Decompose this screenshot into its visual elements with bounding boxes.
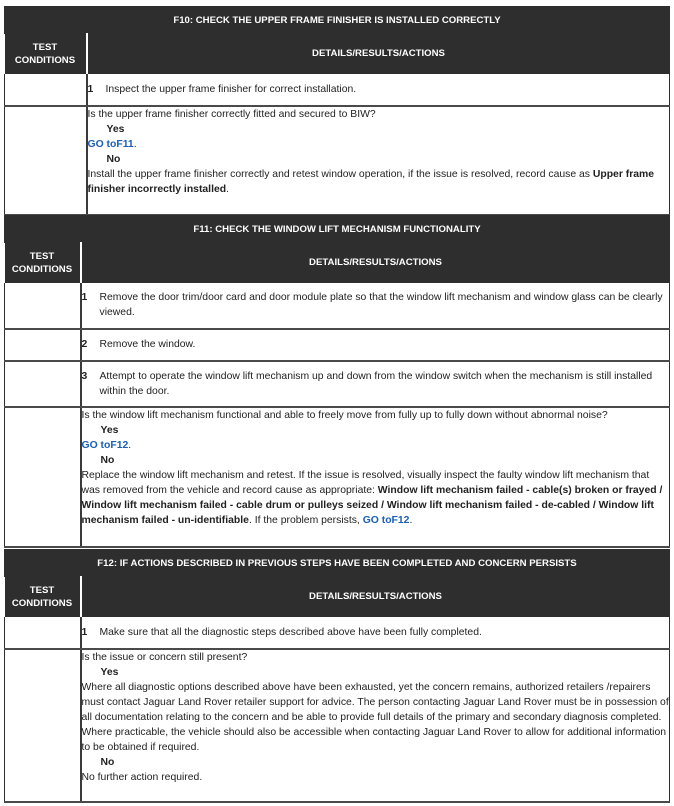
test-conditions-header-line1: TEST bbox=[32, 41, 58, 53]
details-header: DETAILS/RESULTS/ACTIONS bbox=[81, 243, 670, 283]
f11-step-3 bbox=[81, 361, 670, 407]
yes-label: Yes bbox=[106, 123, 125, 135]
yes-label: Yes bbox=[100, 666, 119, 678]
f11-step-2 bbox=[81, 329, 670, 361]
question-text: Is the window lift mechanism functional and able to freely move from fully up to fully down without abnormal noise? bbox=[81, 409, 608, 421]
test-conditions-header-line2: CONDITIONS bbox=[11, 263, 73, 275]
no-label: No bbox=[100, 454, 115, 466]
f12-title: F12: IF ACTIONS DESCRIBED IN PREVIOUS STEPS HAVE BEEN COMPLETED AND CONCERN PERSISTS bbox=[5, 550, 670, 577]
f10-step-1 bbox=[87, 74, 670, 106]
details-header: DETAILS/RESULTS/ACTIONS bbox=[81, 577, 670, 617]
step-text: Make sure that all the diagnostic steps described above have been fully completed. bbox=[99, 626, 482, 638]
test-conditions-cell bbox=[5, 329, 81, 361]
f12-step-1 bbox=[81, 617, 670, 649]
test-conditions-cell bbox=[5, 106, 87, 215]
test-conditions-header-line1: TEST bbox=[29, 250, 55, 262]
test-conditions-cell bbox=[5, 361, 81, 407]
no-action-text: Install the upper frame finisher correctly and retest window operation, if the issue is resolved, record cause as bbox=[87, 168, 593, 180]
f10-table bbox=[4, 6, 670, 216]
question-text: Is the issue or concern still present? bbox=[81, 651, 248, 663]
question-text: Is the upper frame finisher correctly fitted and secured to BIW? bbox=[87, 108, 376, 120]
test-conditions-cell bbox=[5, 74, 87, 106]
go-to-f12-link[interactable]: GO toF12 bbox=[81, 439, 129, 451]
test-conditions-header-line2: CONDITIONS bbox=[11, 597, 73, 609]
yes-label: Yes bbox=[100, 424, 119, 436]
test-conditions-cell bbox=[5, 407, 81, 547]
test-conditions-cell bbox=[5, 283, 81, 329]
record-cause-text: Upper frame finisher incorrectly installed bbox=[87, 168, 655, 195]
no-action-text: No further action required. bbox=[81, 771, 203, 783]
test-conditions-cell bbox=[5, 617, 81, 649]
test-conditions-header bbox=[5, 577, 81, 617]
f12-question-cell bbox=[81, 649, 670, 802]
step-number: 3 bbox=[81, 370, 88, 382]
go-to-f11-link[interactable]: GO toF11 bbox=[87, 138, 134, 150]
test-conditions-header bbox=[5, 34, 87, 74]
no-label: No bbox=[100, 756, 115, 768]
test-conditions-header bbox=[5, 243, 81, 283]
f10-title: F10: CHECK THE UPPER FRAME FINISHER IS INSTALLED CORRECTLY bbox=[5, 7, 670, 34]
step-number: 1 bbox=[81, 292, 88, 303]
test-conditions-cell bbox=[5, 649, 81, 802]
details-header: DETAILS/RESULTS/ACTIONS bbox=[87, 34, 670, 74]
no-label: No bbox=[106, 153, 121, 165]
step-number: 2 bbox=[81, 339, 88, 350]
step-text: Attempt to operate the window lift mechanism up and down from the window switch when the mechanism is still installed within the door. bbox=[99, 370, 653, 397]
f11-step-1 bbox=[81, 283, 670, 329]
f11-title: F11: CHECK THE WINDOW LIFT MECHANISM FUNCTIONALITY bbox=[5, 216, 670, 243]
f10-question-cell: Is the upper frame finisher correctly fitted and secured to BIW? Yes GO toF11. No Install the upper frame finisher correctly and retest window operation, if the issue is resolved, record cause as Upper frame finisher incorrectly installed. bbox=[87, 106, 670, 215]
go-to-f12-link[interactable]: GO toF12 bbox=[362, 514, 410, 526]
yes-action-text: Where all diagnostic options described above have been exhausted, yet the concern remains, authorized retailers /repairers must contact Jaguar Land Rover retailer support for advice. The person contacting Jaguar Land Rover must be in possession of all documentation relating to the concern and be able to provide full details of the primary and secondary diagnosis completed. Where practicable, the vehicle should also be accessible when contacting Jaguar Land Rover to allow for additional information to be obtained if required. bbox=[81, 681, 669, 753]
step-text: Inspect the upper frame finisher for correct installation. bbox=[105, 83, 357, 95]
step-number: 1 bbox=[81, 626, 88, 638]
f12-table bbox=[4, 549, 670, 803]
f11-question-cell: Is the window lift mechanism functional and able to freely move from fully up to fully down without abnormal noise? Yes GO toF12. No Replace the window lift mechanism and retest. If the issue is resolved, visually inspect the faulty window lift mechanism that was removed from the vehicle and record cause as appropriate: Window lift mechanism failed - cable(s) broken or frayed / Window lift mechanism failed - cable drum or pulleys seized / Window lift mechanism failed - de-cabled / Window lift mechanism failed - un-identifiable. If the problem persists, GO toF12. bbox=[81, 407, 670, 547]
record-cause-text: Window lift mechanism failed - cable(s) broken or frayed / Window lift mechanism failed - cable drum or pulleys seized / Window lift mechanism failed - de-cabled / Window lift mechanism failed - un-identifiable bbox=[81, 484, 663, 526]
test-conditions-header-line1: TEST bbox=[29, 584, 55, 596]
persist-text: . If the problem persists, bbox=[248, 514, 363, 526]
test-conditions-header-line2: CONDITIONS bbox=[14, 54, 76, 66]
step-number: 1 bbox=[87, 83, 94, 95]
no-action-text: Replace the window lift mechanism and retest. If the issue is resolved, visually inspect the faulty window lift mechanism that was removed from the vehicle and record cause as appropriate: bbox=[81, 469, 650, 496]
f11-table bbox=[4, 215, 670, 548]
step-text: Remove the door trim/door card and door module plate so that the window lift mechanism and window glass can be clearly viewed. bbox=[99, 292, 663, 318]
step-text: Remove the window. bbox=[99, 339, 196, 350]
